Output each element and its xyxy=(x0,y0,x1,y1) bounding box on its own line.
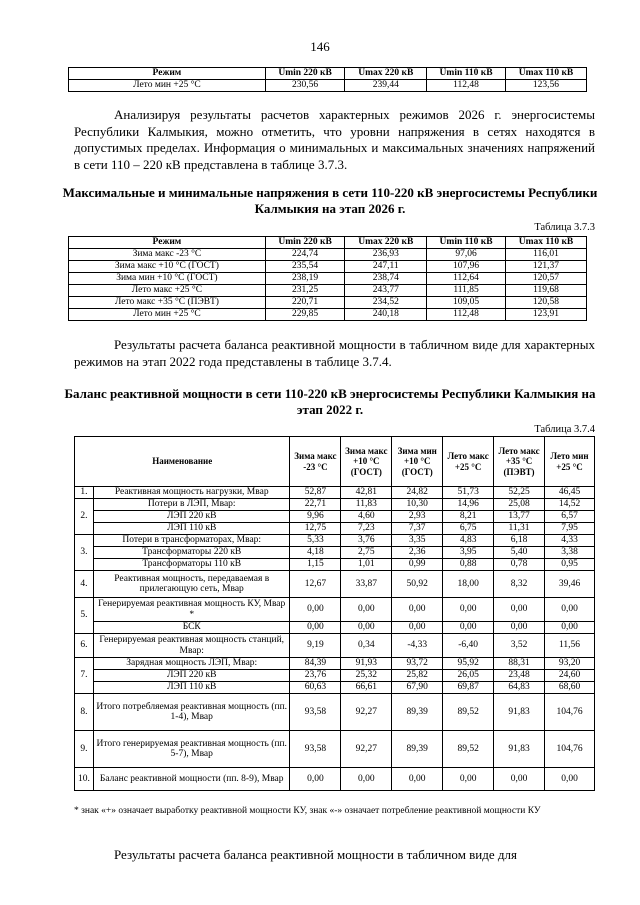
value-cell: 91,93 xyxy=(341,658,392,670)
mode-cell: Зима макс +10 °С (ГОСТ) xyxy=(69,261,266,273)
value-cell: 10,30 xyxy=(392,499,443,511)
table-row xyxy=(75,487,595,499)
voltage-table-continuation xyxy=(68,67,587,92)
column-header-mode: Лето макс +25 °С xyxy=(443,437,494,487)
table-row xyxy=(75,598,595,622)
value-cell: 123,56 xyxy=(505,80,586,92)
value-cell: 9,19 xyxy=(290,634,341,658)
value-cell: 109,05 xyxy=(427,297,506,309)
row-name: Итого потребляемая реактивная мощность (пп. 1-4), Мвар xyxy=(93,694,289,731)
value-cell: 95,92 xyxy=(443,658,494,670)
paragraph-continuation: Результаты расчета баланса реактивной мощности в табличном виде для xyxy=(114,847,517,862)
row-number: 8. xyxy=(75,694,94,731)
row-number: 10. xyxy=(75,768,94,791)
value-cell: 18,00 xyxy=(443,571,494,598)
value-cell: 0,78 xyxy=(494,559,545,571)
value-cell: 7,95 xyxy=(545,523,595,535)
value-cell: 23,48 xyxy=(494,670,545,682)
table-row xyxy=(69,297,587,309)
row-number: 9. xyxy=(75,731,94,768)
column-header: Umin 110 кВ xyxy=(427,68,506,80)
value-cell: 25,82 xyxy=(392,670,443,682)
value-cell: 6,75 xyxy=(443,523,494,535)
value-cell: 14,96 xyxy=(443,499,494,511)
value-cell: 5,33 xyxy=(290,535,341,547)
value-cell: 7,23 xyxy=(341,523,392,535)
value-cell: 4,60 xyxy=(341,511,392,523)
row-name: ЛЭП 220 кВ xyxy=(93,670,289,682)
value-cell: -4,33 xyxy=(392,634,443,658)
value-cell: 89,52 xyxy=(443,694,494,731)
row-name: Реактивная мощность, передаваемая в прилегающую сеть, Мвар xyxy=(93,571,289,598)
value-cell: 22,71 xyxy=(290,499,341,511)
value-cell: 84,39 xyxy=(290,658,341,670)
column-header: Umin 110 кВ xyxy=(427,237,506,249)
row-name: ЛЭП 110 кВ xyxy=(93,523,289,535)
table-3-7-4-caption: Таблица 3.7.4 xyxy=(534,424,595,435)
value-cell: 60,63 xyxy=(290,682,341,694)
value-cell: 24,60 xyxy=(545,670,595,682)
table-row xyxy=(75,670,595,682)
table-row xyxy=(75,511,595,523)
row-name: БСК xyxy=(93,622,289,634)
value-cell: 23,76 xyxy=(290,670,341,682)
column-header: Режим xyxy=(69,68,266,80)
value-cell: 2,75 xyxy=(341,547,392,559)
column-header-mode: Лето мин +25 °С xyxy=(545,437,595,487)
page-number: 146 xyxy=(310,39,330,54)
value-cell: 0,00 xyxy=(494,768,545,791)
value-cell: 89,52 xyxy=(443,731,494,768)
value-cell: 3,76 xyxy=(341,535,392,547)
value-cell: 119,68 xyxy=(505,285,586,297)
value-cell: 224,74 xyxy=(265,249,345,261)
value-cell: 1,01 xyxy=(341,559,392,571)
table-row xyxy=(75,768,595,791)
column-header-mode: Зима мин +10 °С (ГОСТ) xyxy=(392,437,443,487)
value-cell: 0,00 xyxy=(290,598,341,622)
value-cell: 7,37 xyxy=(392,523,443,535)
value-cell: 89,39 xyxy=(392,731,443,768)
value-cell: 4,18 xyxy=(290,547,341,559)
table-row xyxy=(75,634,595,658)
paragraph-balance-intro: Результаты расчета баланса реактивной мощности в табличном виде для характерных режимов на этап 2022 года представлены в таблице 3.7.4. xyxy=(74,337,595,369)
table-row xyxy=(75,622,595,634)
value-cell: 8,32 xyxy=(494,571,545,598)
column-header: Umax 110 кВ xyxy=(505,237,586,249)
value-cell: 52,87 xyxy=(290,487,341,499)
value-cell: 0,00 xyxy=(494,622,545,634)
column-header-mode: Лето макс +35 °С (ПЭВТ) xyxy=(494,437,545,487)
table-row xyxy=(75,658,595,670)
value-cell: -6,40 xyxy=(443,634,494,658)
value-cell: 112,48 xyxy=(427,309,506,321)
value-cell: 0,00 xyxy=(341,598,392,622)
value-cell: 220,71 xyxy=(265,297,345,309)
value-cell: 123,91 xyxy=(505,309,586,321)
value-cell: 42,81 xyxy=(341,487,392,499)
value-cell: 121,37 xyxy=(505,261,586,273)
value-cell: 0,99 xyxy=(392,559,443,571)
value-cell: 91,83 xyxy=(494,731,545,768)
value-cell: 93,58 xyxy=(290,731,341,768)
value-cell: 3,35 xyxy=(392,535,443,547)
value-cell: 5,40 xyxy=(494,547,545,559)
value-cell: 3,38 xyxy=(545,547,595,559)
value-cell: 51,73 xyxy=(443,487,494,499)
paragraph-analysis: Анализируя результаты расчетов характерных режимов 2026 г. энергосистемы Республики Калмыкия, можно отметить, что уровни напряжения в сетях находятся в допустимых пределах. Информация о минимальных и максимальных значениях напряжений в сети 110 – 220 кВ представлена в таблице 3.7.3. xyxy=(74,107,595,172)
value-cell: 66,61 xyxy=(341,682,392,694)
table-row xyxy=(69,249,587,261)
value-cell: 91,83 xyxy=(494,694,545,731)
value-cell: 11,31 xyxy=(494,523,545,535)
value-cell: 25,32 xyxy=(341,670,392,682)
value-cell: 240,18 xyxy=(345,309,427,321)
value-cell: 1,15 xyxy=(290,559,341,571)
value-cell: 3,52 xyxy=(494,634,545,658)
table-footnote: * знак «+» означает выработку реактивной мощности КУ, знак «-» означает потребление реактивной мощности КУ xyxy=(74,806,541,816)
voltage-table-2026 xyxy=(68,236,587,321)
row-number: 3. xyxy=(75,535,94,571)
value-cell: 33,87 xyxy=(341,571,392,598)
mode-cell: Лето мин +25 °С xyxy=(69,309,266,321)
value-cell: 0,00 xyxy=(392,768,443,791)
value-cell: 93,20 xyxy=(545,658,595,670)
value-cell: 97,06 xyxy=(427,249,506,261)
table-row xyxy=(75,731,595,768)
table-row xyxy=(75,499,595,511)
value-cell: 0,34 xyxy=(341,634,392,658)
value-cell: 0,00 xyxy=(545,768,595,791)
value-cell: 239,44 xyxy=(345,80,427,92)
value-cell: 88,31 xyxy=(494,658,545,670)
row-number: 4. xyxy=(75,571,94,598)
value-cell: 0,00 xyxy=(290,622,341,634)
column-header-mode: Зима макс -23 °С xyxy=(290,437,341,487)
value-cell: 0,95 xyxy=(545,559,595,571)
table-row xyxy=(75,559,595,571)
row-number: 6. xyxy=(75,634,94,658)
value-cell: 46,45 xyxy=(545,487,595,499)
value-cell: 116,01 xyxy=(505,249,586,261)
value-cell: 12,75 xyxy=(290,523,341,535)
row-name: Трансформаторы 220 кВ xyxy=(93,547,289,559)
value-cell: 112,64 xyxy=(427,273,506,285)
value-cell: 3,95 xyxy=(443,547,494,559)
table-row xyxy=(69,285,587,297)
value-cell: 9,96 xyxy=(290,511,341,523)
table-row xyxy=(69,261,587,273)
table-row xyxy=(75,571,595,598)
value-cell: 50,92 xyxy=(392,571,443,598)
table-row xyxy=(75,682,595,694)
value-cell: 93,72 xyxy=(392,658,443,670)
value-cell: 112,48 xyxy=(427,80,506,92)
reactive-power-balance-table xyxy=(74,436,595,791)
row-number: 1. xyxy=(75,487,94,499)
row-name: ЛЭП 110 кВ xyxy=(93,682,289,694)
value-cell: 0,00 xyxy=(392,598,443,622)
value-cell: 231,25 xyxy=(265,285,345,297)
column-header-name: Наименование xyxy=(75,437,290,487)
value-cell: 0,88 xyxy=(443,559,494,571)
value-cell: 0,00 xyxy=(341,622,392,634)
row-name: Генерируемая реактивная мощность станций, Мвар: xyxy=(93,634,289,658)
column-header: Umin 220 кВ xyxy=(265,237,345,249)
value-cell: 92,27 xyxy=(341,731,392,768)
row-name: Трансформаторы 110 кВ xyxy=(93,559,289,571)
row-name: Баланс реактивной мощности (пп. 8-9), Мвар xyxy=(93,768,289,791)
value-cell: 0,00 xyxy=(443,768,494,791)
table-row xyxy=(75,694,595,731)
value-cell: 229,85 xyxy=(265,309,345,321)
value-cell: 120,58 xyxy=(505,297,586,309)
column-header: Umax 220 кВ xyxy=(345,237,427,249)
table-3-7-3-title: Максимальные и минимальные напряжения в сети 110-220 кВ энергосистемы Республики Калмыкия на этап 2026 г. xyxy=(62,185,598,216)
column-header: Umax 220 кВ xyxy=(345,68,427,80)
value-cell: 24,82 xyxy=(392,487,443,499)
value-cell: 235,54 xyxy=(265,261,345,273)
table-row xyxy=(69,273,587,285)
row-name: Итого генерируемая реактивная мощность (пп. 5-7), Мвар xyxy=(93,731,289,768)
value-cell: 104,76 xyxy=(545,694,595,731)
value-cell: 238,74 xyxy=(345,273,427,285)
value-cell: 25,08 xyxy=(494,499,545,511)
value-cell: 13,77 xyxy=(494,511,545,523)
row-name: Потери в трансформаторах, Мвар: xyxy=(93,535,289,547)
value-cell: 11,83 xyxy=(341,499,392,511)
value-cell: 52,25 xyxy=(494,487,545,499)
column-header: Umax 110 кВ xyxy=(505,68,586,80)
value-cell: 12,67 xyxy=(290,571,341,598)
table-row xyxy=(75,547,595,559)
row-number: 5. xyxy=(75,598,94,634)
table-row xyxy=(75,523,595,535)
row-name: Генерируемая реактивная мощность КУ, Мвар * xyxy=(93,598,289,622)
value-cell: 238,19 xyxy=(265,273,345,285)
table-row xyxy=(69,80,587,92)
value-cell: 0,00 xyxy=(443,622,494,634)
value-cell: 6,57 xyxy=(545,511,595,523)
value-cell: 0,00 xyxy=(341,768,392,791)
value-cell: 92,27 xyxy=(341,694,392,731)
row-name: Потери в ЛЭП, Мвар: xyxy=(93,499,289,511)
value-cell: 0,00 xyxy=(545,598,595,622)
mode-cell: Лето мин +25 °С xyxy=(69,80,266,92)
value-cell: 4,33 xyxy=(545,535,595,547)
column-header-mode: Зима макс +10 °С (ГОСТ) xyxy=(341,437,392,487)
value-cell: 6,18 xyxy=(494,535,545,547)
row-name: ЛЭП 220 кВ xyxy=(93,511,289,523)
table-row xyxy=(69,309,587,321)
value-cell: 4,83 xyxy=(443,535,494,547)
mode-cell: Лето макс +35 °С (ПЭВТ) xyxy=(69,297,266,309)
value-cell: 14,52 xyxy=(545,499,595,511)
value-cell: 230,56 xyxy=(265,80,345,92)
value-cell: 39,46 xyxy=(545,571,595,598)
value-cell: 111,85 xyxy=(427,285,506,297)
value-cell: 68,60 xyxy=(545,682,595,694)
value-cell: 2,93 xyxy=(392,511,443,523)
row-name: Реактивная мощность нагрузки, Мвар xyxy=(93,487,289,499)
row-number: 7. xyxy=(75,658,94,694)
value-cell: 236,93 xyxy=(345,249,427,261)
value-cell: 120,57 xyxy=(505,273,586,285)
value-cell: 0,00 xyxy=(545,622,595,634)
value-cell: 0,00 xyxy=(392,622,443,634)
value-cell: 2,36 xyxy=(392,547,443,559)
value-cell: 8,21 xyxy=(443,511,494,523)
value-cell: 89,39 xyxy=(392,694,443,731)
value-cell: 93,58 xyxy=(290,694,341,731)
row-name: Зарядная мощность ЛЭП, Мвар: xyxy=(93,658,289,670)
value-cell: 0,00 xyxy=(494,598,545,622)
value-cell: 0,00 xyxy=(290,768,341,791)
mode-cell: Зима макс -23 °С xyxy=(69,249,266,261)
table-row xyxy=(75,535,595,547)
value-cell: 0,00 xyxy=(443,598,494,622)
column-header: Umin 220 кВ xyxy=(265,68,345,80)
mode-cell: Зима мин +10 °С (ГОСТ) xyxy=(69,273,266,285)
row-number: 2. xyxy=(75,499,94,535)
value-cell: 107,96 xyxy=(427,261,506,273)
value-cell: 67,90 xyxy=(392,682,443,694)
value-cell: 64,83 xyxy=(494,682,545,694)
value-cell: 243,77 xyxy=(345,285,427,297)
value-cell: 104,76 xyxy=(545,731,595,768)
value-cell: 11,56 xyxy=(545,634,595,658)
table-3-7-4-title: Баланс реактивной мощности в сети 110-220 кВ энергосистемы Республики Калмыкия на этап 2022 г. xyxy=(64,386,596,417)
mode-cell: Лето макс +25 °С xyxy=(69,285,266,297)
value-cell: 247,11 xyxy=(345,261,427,273)
table-3-7-3-caption: Таблица 3.7.3 xyxy=(534,222,595,233)
column-header: Режим xyxy=(69,237,266,249)
value-cell: 26,05 xyxy=(443,670,494,682)
value-cell: 234,52 xyxy=(345,297,427,309)
value-cell: 69,87 xyxy=(443,682,494,694)
